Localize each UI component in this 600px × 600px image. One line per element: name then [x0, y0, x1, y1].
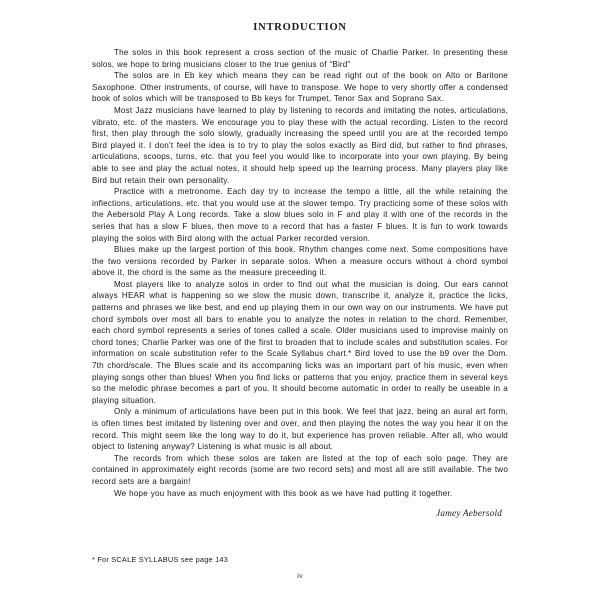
paragraph: Most Jazz musicians have learned to play by listening to records and imitating the notes, articulations, vibrato, etc. of the masters. We encourage you to play these with the actual recording. Listen to the record first, then play through the solo slowly, gradually increasing the speed until you are at the recorded tempo Bird played it. I don’t feel the idea is to try to play the solos exactly as Bird did, but rather to find phrases, articulations, scoops, turns, etc. that you feel you would like to incorporate into your own playing. By being able to see and play the actual notes, it should help speed up the learning process. Many players play like Bird but retain their own personality.	[92, 105, 508, 185]
paragraph: The solos are in Eb key which means they can be read right out of the book on Alto or Baritone Saxophone. Other instruments, of course, will have to transpose. We hope to very shortly offer a condensed book of solos which will be transposed to Bb keys for Trumpet, Tenor Sax and Soprano Sax.	[92, 71, 508, 104]
paragraph: Only a minimum of articulations have been put in this book. We feel that jazz, being an aural art form, is often times best imitated by listening over and over, and then playing the notes the way you hear it on the record. This might seem like the long way to do it, but experience has proven reliable. After all, who would object to listening anyway? Listening is what music is all about.	[92, 407, 508, 452]
paragraph: Practice with a metronome. Each day try to increase the tempo a little, all the while retaining the inflections, articulations, etc. that you would use at the slower tempo. Try practicing some of these solos with the Aebersold Play A Long records. Take a slow blues solo in F and play it with one of the records in the series that has a slow F blues, then move to a record that has a faster F blues. It is fun to work towards playing the solos with Bird along with the actual Parker recorded version.	[92, 187, 508, 243]
paragraph: Most players like to analyze solos in order to find out what the musician is doing. Our ears cannot always HEAR what is happening so we slow the music down, transcribe it, analyze it, practice the licks, patterns and phrases we like best, and end up playing them in our own way on our instruments. We have put chord symbols over most all bars to enable you to analyze the notes in relation to the chord. Remember, each chord symbol represents a series of tones called a scale. Older musicians used to improvise mainly on chord tones; Charlie Parker was one of the first to broaden that to include scales and substitution scales. For information on scale substitution refer to the Scale Syllabus chart.* Bird loved to use the b9 over the Dom. 7th chord/scale. The Blues scale and its accompaning licks was an important part of his music, even when playing songs other than blues! When you find licks or patterns that you enjoy, practice them in several keys so the melodic phrase becomes a part of you. It should become automatic in order to really be useable in a playing situation.	[92, 279, 508, 405]
footnote: * For SCALE SYLLABUS see page 143	[92, 555, 229, 564]
body-text	[92, 47, 508, 499]
page-title: INTRODUCTION	[253, 22, 347, 33]
paragraph: The solos in this book represent a cross section of the music of Charlie Parker. In presenting these solos, we hope to bring musicians closer to the true genius of “Bird”	[92, 48, 508, 69]
paragraph: We hope you have as much enjoyment with this book as we have had putting it together.	[114, 488, 453, 498]
page-number: iv	[297, 571, 303, 580]
paragraph: Blues make up the largest portion of this book. Rhythm changes come next. Some compositions have the two versions recorded by Parker in separate solos. When a measure occurs without a chord symbol above it, the chord is the same as the measure preceeding it.	[92, 245, 508, 278]
author-signature: Jamey Aebersold	[436, 508, 502, 519]
paragraph: The records from which these solos are taken are listed at the top of each solo page. They are contained in approximately eight records (some are two record sets) and most all are still available. The two record sets are a bargain!	[92, 453, 508, 486]
